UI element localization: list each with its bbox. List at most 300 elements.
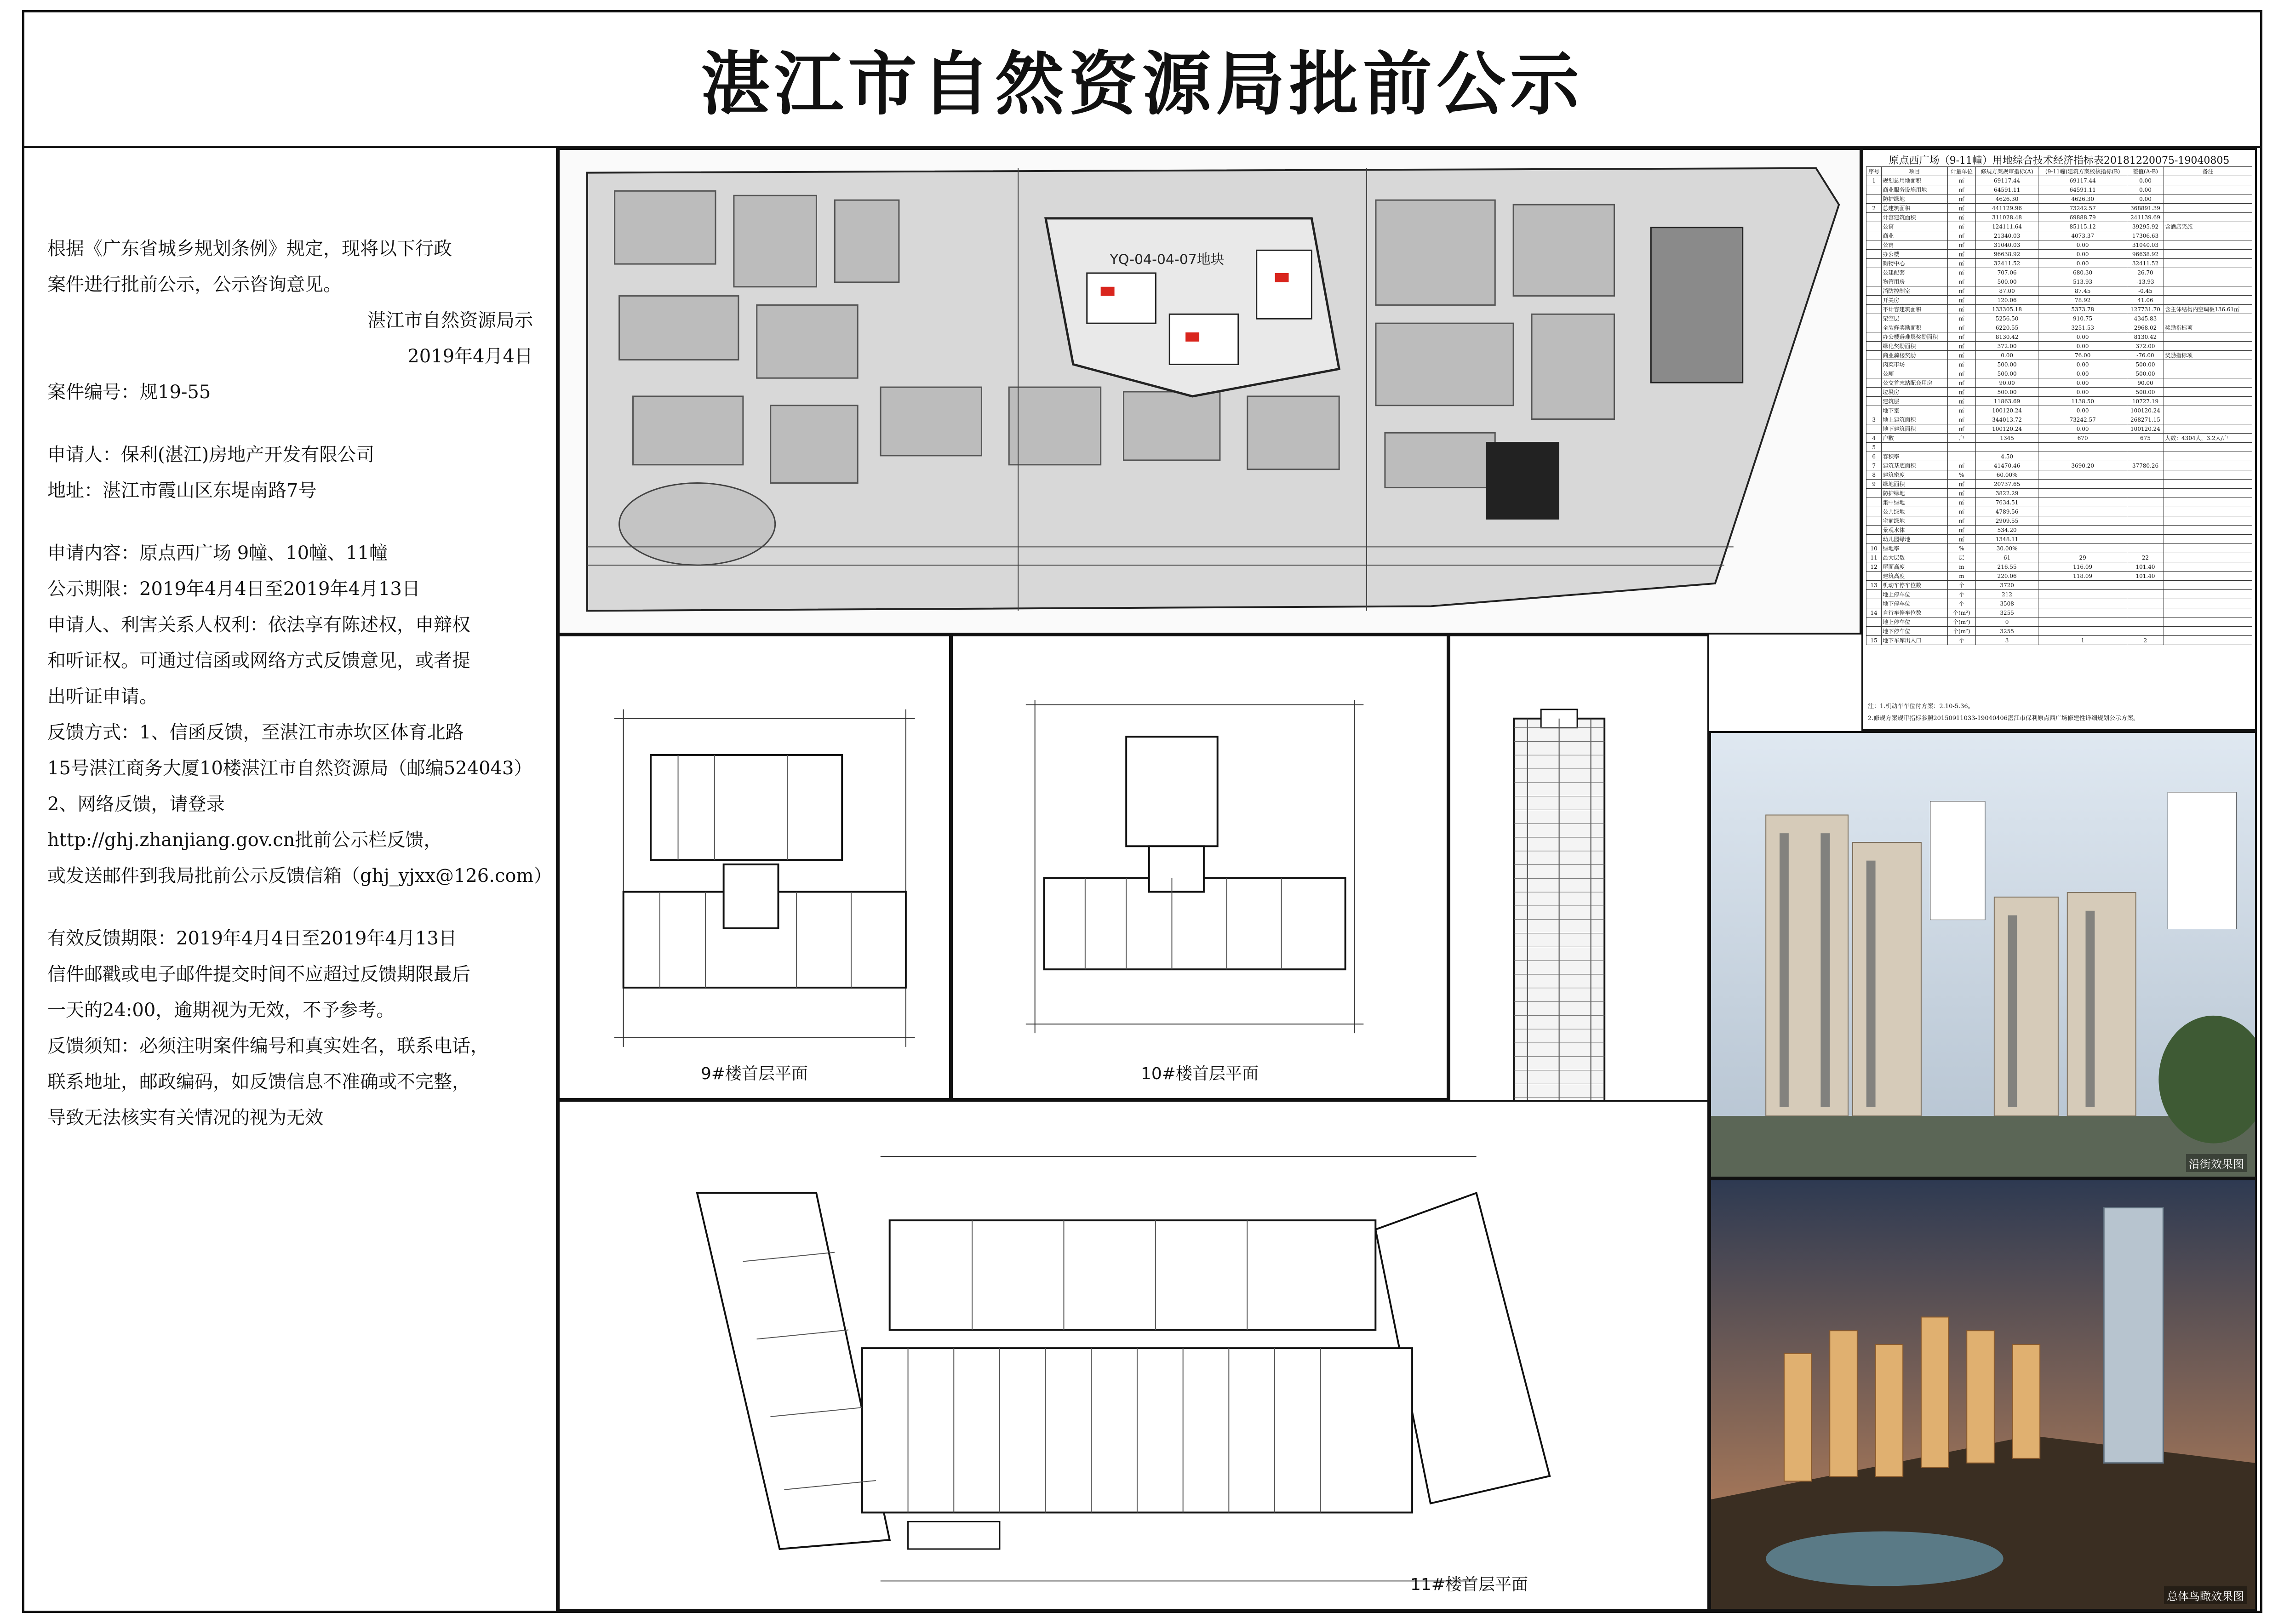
table-cell: 建筑基底面积 — [1882, 461, 1948, 470]
table-cell — [2127, 498, 2164, 507]
table-cell: ㎡ — [1947, 360, 1975, 369]
table-cell: 0.00 — [2038, 424, 2127, 434]
floor10-caption: 10#楼首层平面 — [1141, 1064, 1259, 1083]
table-cell: 31040.03 — [2127, 240, 2164, 250]
table-cell — [2127, 470, 2164, 480]
table-cell: ㎡ — [1947, 498, 1975, 507]
table-row — [1866, 489, 2252, 498]
table-cell: 101.40 — [2127, 572, 2164, 581]
table-cell: 5256.50 — [1975, 314, 2038, 323]
table-cell — [2127, 480, 2164, 489]
table-cell — [1866, 213, 1882, 222]
table-cell: 8130.42 — [2127, 332, 2164, 342]
table-cell: ㎡ — [1947, 176, 1975, 185]
table-cell — [1866, 590, 1882, 599]
table-cell: 0.00 — [2038, 406, 2127, 415]
table-cell: 127731.70 — [2127, 305, 2164, 314]
table-cell: ㎡ — [1947, 323, 1975, 332]
street-render-caption: 沿街效果图 — [2186, 1154, 2247, 1172]
table-note-2: 2.修规方案规审指标参照20150911033-19040406湛江市保利原点西广场修建性详细规划公示方案。 — [1868, 715, 2139, 722]
table-cell — [1947, 452, 1975, 461]
table-cell: 含主体结构内空调板136.61㎡ — [2164, 305, 2252, 314]
application-content: 申请内容：原点西广场 9幢、10幢、11幢 — [47, 543, 388, 564]
table-cell: 公共绿地 — [1882, 507, 1948, 516]
table-cell — [2164, 360, 2252, 369]
notice-issue-date: 2019年4月4日 — [407, 346, 533, 367]
table-cell: 集中绿地 — [1882, 498, 1948, 507]
table-cell: 241139.69 — [2127, 213, 2164, 222]
table-cell: 商业服务设施用地 — [1882, 185, 1948, 194]
table-cell — [2164, 599, 2252, 608]
table-cell — [2164, 461, 2252, 470]
table-cell — [1866, 627, 1882, 636]
feedback-requirements-2: 联系地址，邮政编码，如反馈信息不准确或不完整， — [47, 1071, 470, 1092]
table-cell — [2127, 452, 2164, 461]
table-header-cell: 项目 — [1882, 167, 1948, 176]
table-cell — [2038, 599, 2127, 608]
table-cell — [2127, 618, 2164, 627]
table-cell: 地下车库出入口 — [1882, 636, 1948, 645]
table-row — [1866, 222, 2252, 231]
table-cell — [1866, 332, 1882, 342]
table-cell — [1866, 286, 1882, 296]
table-row — [1866, 498, 2252, 507]
table-cell — [1866, 406, 1882, 415]
table-cell — [2164, 231, 2252, 240]
table-cell: 2 — [1866, 204, 1882, 213]
table-cell: 37780.26 — [2127, 461, 2164, 470]
table-cell — [2164, 268, 2252, 277]
feedback-address: 15号湛江商务大厦10楼湛江市自然资源局（邮编524043） — [47, 758, 532, 779]
table-cell: 7 — [1866, 461, 1882, 470]
table-cell: ㎡ — [1947, 332, 1975, 342]
table-cell: 3255 — [1975, 627, 2038, 636]
table-cell — [2164, 342, 2252, 351]
table-cell: 4345.83 — [2127, 314, 2164, 323]
table-cell: 防护绿地 — [1882, 194, 1948, 204]
table-cell: 0.00 — [2038, 240, 2127, 250]
table-cell: 3 — [1866, 415, 1882, 424]
table-cell — [2164, 194, 2252, 204]
table-cell: 69888.79 — [2038, 213, 2127, 222]
table-row — [1866, 250, 2252, 259]
notice-intro-2: 案件进行批前公示，公示咨询意见。 — [47, 274, 342, 295]
table-cell: -0.45 — [2127, 286, 2164, 296]
table-cell: ㎡ — [1947, 296, 1975, 305]
table-row — [1866, 397, 2252, 406]
table-cell: ㎡ — [1947, 240, 1975, 250]
table-cell: 地下室 — [1882, 406, 1948, 415]
table-cell: 6220.55 — [1975, 323, 2038, 332]
table-row — [1866, 581, 2252, 590]
table-cell: 73242.57 — [2038, 204, 2127, 213]
table-cell: 69117.44 — [2038, 176, 2127, 185]
table-row — [1866, 204, 2252, 213]
table-cell: ㎡ — [1947, 342, 1975, 351]
table-cell: 屋面高度 — [1882, 562, 1948, 572]
table-cell — [2164, 314, 2252, 323]
table-row — [1866, 562, 2252, 572]
table-cell — [2164, 562, 2252, 572]
street-rendering — [1709, 731, 2257, 1178]
table-cell: ㎡ — [1947, 535, 1975, 544]
table-row — [1866, 194, 2252, 204]
table-cell: 10 — [1866, 544, 1882, 553]
table-cell: 4789.56 — [1975, 507, 2038, 516]
table-cell: 100120.24 — [1975, 406, 2038, 415]
table-cell — [1866, 342, 1882, 351]
table-cell: 地上停车位 — [1882, 590, 1948, 599]
table-cell — [2164, 498, 2252, 507]
table-cell — [2127, 608, 2164, 618]
table-cell: 216.55 — [1975, 562, 2038, 572]
table-cell — [2038, 498, 2127, 507]
table-cell: 个 — [1947, 590, 1975, 599]
table-cell — [1866, 231, 1882, 240]
floor9-caption: 9#楼首层平面 — [700, 1064, 808, 1083]
table-cell: 1 — [1866, 176, 1882, 185]
table-cell: 534.20 — [1975, 526, 2038, 535]
table-cell — [2038, 452, 2127, 461]
table-cell: 架空层 — [1882, 314, 1948, 323]
table-cell: 0.00 — [2038, 250, 2127, 259]
table-cell — [1866, 185, 1882, 194]
table-cell: ㎡ — [1947, 277, 1975, 286]
table-row — [1866, 443, 2252, 452]
applicant-address: 地址：湛江市霞山区东堤南路7号 — [47, 480, 317, 501]
table-cell: 76.00 — [2038, 351, 2127, 360]
rights-text-3: 出听证申请。 — [47, 686, 158, 707]
table-cell: 441129.96 — [1975, 204, 2038, 213]
table-cell: 0.00 — [2038, 360, 2127, 369]
table-cell — [1866, 516, 1882, 526]
table-cell — [1866, 222, 1882, 231]
table-cell — [2164, 470, 2252, 480]
feedback-requirements: 反馈须知：必须注明案件编号和真实姓名，联系电话， — [47, 1035, 489, 1057]
table-cell: 78.92 — [2038, 296, 2127, 305]
table-cell: 17306.63 — [2127, 231, 2164, 240]
table-cell: 0.00 — [2038, 369, 2127, 378]
table-row — [1866, 268, 2252, 277]
table-cell — [2164, 424, 2252, 434]
table-cell — [1866, 268, 1882, 277]
table-cell: 消防控制室 — [1882, 286, 1948, 296]
table-row — [1866, 424, 2252, 434]
table-cell — [2164, 176, 2252, 185]
applicant: 申请人：保利(湛江)房地产开发有限公司 — [47, 444, 375, 465]
table-cell — [1866, 351, 1882, 360]
feedback-url: http://ghj.zhanjiang.gov.cn批前公示栏反馈， — [47, 829, 442, 851]
table-cell — [2164, 636, 2252, 645]
table-cell: ㎡ — [1947, 406, 1975, 415]
table-cell: 0.00 — [2038, 332, 2127, 342]
table-cell: 344013.72 — [1975, 415, 2038, 424]
table-cell: 购物中心 — [1882, 259, 1948, 268]
table-row — [1866, 277, 2252, 286]
table-cell: 21340.03 — [1975, 231, 2038, 240]
table-cell — [2164, 378, 2252, 388]
table-cell: 500.00 — [2127, 388, 2164, 397]
table-cell: 8130.42 — [1975, 332, 2038, 342]
table-cell: 124111.64 — [1975, 222, 2038, 231]
table-cell — [2164, 608, 2252, 618]
table-cell: -13.93 — [2127, 277, 2164, 286]
table-row — [1866, 351, 2252, 360]
table-cell: 含酒店夹施 — [2164, 222, 2252, 231]
table-row — [1866, 507, 2252, 516]
table-row — [1866, 599, 2252, 608]
table-cell: 4626.30 — [2038, 194, 2127, 204]
table-header-cell: 备注 — [2164, 167, 2252, 176]
table-cell — [1866, 194, 1882, 204]
table-row — [1866, 314, 2252, 323]
table-cell: 212 — [1975, 590, 2038, 599]
table-cell — [1866, 296, 1882, 305]
table-row — [1866, 323, 2252, 332]
table-cell: 公建配套 — [1882, 268, 1948, 277]
table-cell — [2127, 516, 2164, 526]
feedback-method: 反馈方式：1、信函反馈，至湛江市赤坎区体育北路 — [47, 722, 464, 743]
table-cell: % — [1947, 544, 1975, 553]
table-cell — [1975, 443, 2038, 452]
table-cell — [2164, 590, 2252, 599]
table-cell — [2038, 480, 2127, 489]
table-cell — [2164, 277, 2252, 286]
table-cell: 建筑层 — [1882, 397, 1948, 406]
table-cell: 自行车停车位数 — [1882, 608, 1948, 618]
table-cell: 地下停车位 — [1882, 599, 1948, 608]
table-cell: 户数 — [1882, 434, 1948, 443]
table-cell: % — [1947, 470, 1975, 480]
table-cell: 20737.65 — [1975, 480, 2038, 489]
table-cell — [1866, 378, 1882, 388]
table-cell: 368891.39 — [2127, 204, 2164, 213]
table-cell: 0.00 — [2038, 388, 2127, 397]
table-header-cell: 差值(A-B) — [2127, 167, 2164, 176]
table-row — [1866, 535, 2252, 544]
table-cell: 116.09 — [2038, 562, 2127, 572]
table-cell: 12 — [1866, 562, 1882, 572]
table-cell: 2 — [2127, 636, 2164, 645]
table-cell: 69117.44 — [1975, 176, 2038, 185]
table-row — [1866, 213, 2252, 222]
table-row — [1866, 434, 2252, 443]
table-cell: m — [1947, 572, 1975, 581]
table-header-cell: 计量单位 — [1947, 167, 1975, 176]
table-cell — [2038, 535, 2127, 544]
publicity-period: 公示期限：2019年4月4日至2019年4月13日 — [47, 578, 420, 600]
elevation-drawing — [1448, 635, 1709, 1178]
table-note: 注：1.机动车车位付方案：2.10-5.36。 — [1868, 703, 1974, 710]
table-cell: 90.00 — [2127, 378, 2164, 388]
table-cell: 0.00 — [2038, 378, 2127, 388]
table-cell — [2127, 526, 2164, 535]
table-cell — [1866, 360, 1882, 369]
table-cell: 61 — [1975, 553, 2038, 562]
table-cell: 39295.92 — [2127, 222, 2164, 231]
table-cell: ㎡ — [1947, 397, 1975, 406]
table-cell: 地下建筑面积 — [1882, 424, 1948, 434]
table-cell: 容积率 — [1882, 452, 1948, 461]
table-cell: 0.00 — [2127, 194, 2164, 204]
table-row — [1866, 608, 2252, 618]
table-cell: ㎡ — [1947, 185, 1975, 194]
table-row — [1866, 470, 2252, 480]
table-cell — [1866, 305, 1882, 314]
table-row — [1866, 636, 2252, 645]
table-cell — [2164, 259, 2252, 268]
table-cell — [1866, 424, 1882, 434]
table-cell — [2164, 553, 2252, 562]
table-cell: 513.93 — [2038, 277, 2127, 286]
table-row — [1866, 369, 2252, 378]
table-cell: 个 — [1947, 636, 1975, 645]
table-cell: 1348.11 — [1975, 535, 2038, 544]
table-cell — [2038, 590, 2127, 599]
table-cell: 32411.52 — [1975, 259, 2038, 268]
table-cell: 商业 — [1882, 231, 1948, 240]
table-cell — [2164, 526, 2252, 535]
table-cell: 120.06 — [1975, 296, 2038, 305]
table-row — [1866, 360, 2252, 369]
table-row — [1866, 415, 2252, 424]
table-cell: 3690.20 — [2038, 461, 2127, 470]
table-cell: 500.00 — [1975, 369, 2038, 378]
table-cell: 500.00 — [1975, 388, 2038, 397]
table-cell: ㎡ — [1947, 415, 1975, 424]
table-cell — [2164, 618, 2252, 627]
table-cell — [1882, 443, 1948, 452]
table-row — [1866, 176, 2252, 185]
table-cell: 73242.57 — [2038, 415, 2127, 424]
feedback-email: 或发送邮件到我局批前公示反馈信箱（ghj_yjxx@126.com） — [47, 865, 552, 886]
table-cell: 100120.24 — [2127, 424, 2164, 434]
table-cell: 500.00 — [1975, 277, 2038, 286]
table-cell — [2038, 489, 2127, 498]
table-cell: 0.00 — [2038, 342, 2127, 351]
table-row — [1866, 590, 2252, 599]
table-cell: 个(m²) — [1947, 608, 1975, 618]
table-cell: 3508 — [1975, 599, 2038, 608]
table-cell — [2164, 443, 2252, 452]
table-cell — [1866, 259, 1882, 268]
table-cell — [2164, 535, 2252, 544]
table-cell: ㎡ — [1947, 369, 1975, 378]
case-number: 案件编号：规19-55 — [47, 382, 211, 403]
table-cell: 101.40 — [2127, 562, 2164, 572]
table-cell — [2038, 618, 2127, 627]
table-cell — [1866, 277, 1882, 286]
table-cell — [1947, 443, 1975, 452]
table-cell — [2164, 544, 2252, 553]
table-cell — [2164, 286, 2252, 296]
table-cell: ㎡ — [1947, 516, 1975, 526]
table-row — [1866, 553, 2252, 562]
table-cell: 肉菜市场 — [1882, 360, 1948, 369]
table-cell — [2164, 507, 2252, 516]
table-row — [1866, 296, 2252, 305]
title-bar — [22, 10, 2262, 148]
table-header-cell: (9-11幢)建筑方案校核指标(B) — [2038, 167, 2127, 176]
notice-panel — [24, 148, 558, 1611]
table-cell: 公交首末站配套用房 — [1882, 378, 1948, 388]
table-cell: 最大层数 — [1882, 553, 1948, 562]
table-cell: 500.00 — [2127, 360, 2164, 369]
table-cell: 910.75 — [2038, 314, 2127, 323]
table-cell: ㎡ — [1947, 378, 1975, 388]
table-cell — [1866, 323, 1882, 332]
table-cell: 层 — [1947, 553, 1975, 562]
table-cell: ㎡ — [1947, 480, 1975, 489]
table-cell: 地下停车位 — [1882, 627, 1948, 636]
table-cell: 372.00 — [2127, 342, 2164, 351]
table-cell: 开关房 — [1882, 296, 1948, 305]
table-cell — [2038, 581, 2127, 590]
table-cell — [2164, 489, 2252, 498]
table-cell — [2038, 526, 2127, 535]
table-cell: 0.00 — [2127, 185, 2164, 194]
table-cell — [2164, 369, 2252, 378]
table-cell: 0.00 — [2127, 176, 2164, 185]
table-cell — [2164, 452, 2252, 461]
table-cell: 个(m²) — [1947, 627, 1975, 636]
table-cell — [2127, 544, 2164, 553]
valid-feedback-period: 有效反馈期限：2019年4月4日至2019年4月13日 — [47, 928, 457, 949]
table-cell: 8 — [1866, 470, 1882, 480]
table-row — [1866, 452, 2252, 461]
table-cell — [2164, 516, 2252, 526]
table-cell: 建筑密度 — [1882, 470, 1948, 480]
table-cell: 6 — [1866, 452, 1882, 461]
table-cell: 220.06 — [1975, 572, 2038, 581]
table-cell — [2164, 250, 2252, 259]
table-cell: 372.00 — [1975, 342, 2038, 351]
table-cell: 41470.46 — [1975, 461, 2038, 470]
table-cell — [2127, 489, 2164, 498]
table-cell: 14 — [1866, 608, 1882, 618]
table-row — [1866, 240, 2252, 250]
feedback-online: 2、网络反馈，请登录 — [47, 794, 225, 815]
table-cell — [2127, 535, 2164, 544]
table-cell — [2164, 388, 2252, 397]
table-cell: ㎡ — [1947, 268, 1975, 277]
table-row — [1866, 342, 2252, 351]
table-row — [1866, 516, 2252, 526]
table-cell: 景观水体 — [1882, 526, 1948, 535]
table-cell: ㎡ — [1947, 213, 1975, 222]
aerial-rendering — [1709, 1178, 2257, 1611]
table-cell: 30.00% — [1975, 544, 2038, 553]
table-row — [1866, 480, 2252, 489]
table-cell: 41.06 — [2127, 296, 2164, 305]
table-cell: ㎡ — [1947, 461, 1975, 470]
table-cell: 全装修奖励面积 — [1882, 323, 1948, 332]
table-cell: 500.00 — [2127, 369, 2164, 378]
table-cell: ㎡ — [1947, 489, 1975, 498]
floor-plan-10 — [951, 635, 1448, 1100]
table-header-row — [1866, 167, 2252, 176]
table-cell: 100120.24 — [2127, 406, 2164, 415]
table-cell: 1 — [2038, 636, 2127, 645]
table-cell: 幼儿园绿地 — [1882, 535, 1948, 544]
table-cell: -76.00 — [2127, 351, 2164, 360]
table-cell: 2968.02 — [2127, 323, 2164, 332]
table-cell: ㎡ — [1947, 305, 1975, 314]
table-cell: 1138.50 — [2038, 397, 2127, 406]
table-cell — [1866, 240, 1882, 250]
aerial-render-caption: 总体鸟瞰效果图 — [2164, 1586, 2247, 1604]
table-cell — [1866, 388, 1882, 397]
